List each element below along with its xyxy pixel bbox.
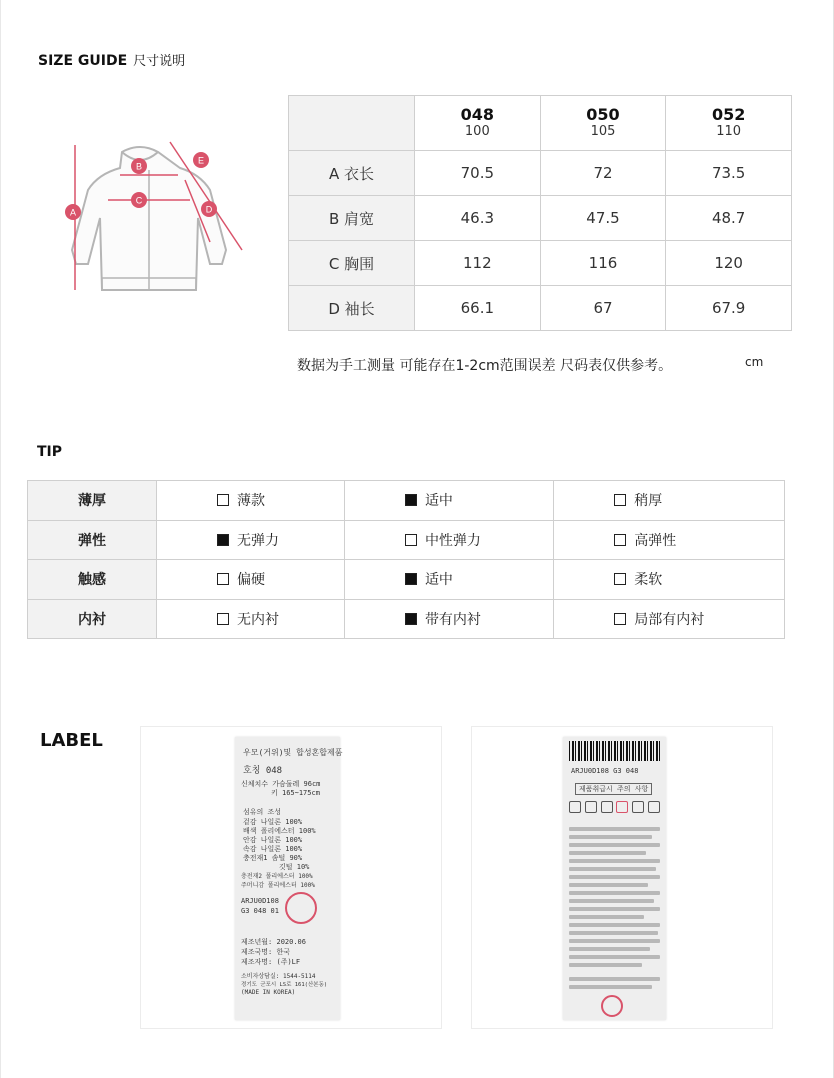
checkbox-empty-icon [405, 534, 417, 546]
size-row-shoulder [289, 196, 792, 241]
dry-clean-icon [616, 801, 628, 813]
checkbox-empty-icon [217, 613, 229, 625]
checkbox-empty-icon [614, 613, 626, 625]
care-label-photo-1 [140, 726, 442, 1029]
certification-stamp-icon [285, 892, 317, 924]
size-row-label: C 胸围 [289, 241, 415, 286]
size-cell: 67 [540, 286, 666, 331]
checkbox-empty-icon [614, 494, 626, 506]
tip-option: 偏硬 [157, 560, 345, 600]
checkbox-empty-icon [217, 494, 229, 506]
svg-text:A: A [69, 207, 77, 218]
tag-style-code: ARJU0D108 G3 048 [571, 767, 639, 775]
tip-row-elasticity [28, 520, 785, 560]
tip-table [27, 480, 785, 639]
size-col-052: 052 110 [666, 96, 792, 151]
tip-option: 适中 [344, 481, 553, 521]
tip-option: 高弹性 [554, 520, 785, 560]
tip-option: 稍厚 [554, 481, 785, 521]
tip-option: 中性弹力 [344, 520, 553, 560]
checkbox-empty-icon [614, 573, 626, 585]
unit-label: cm [745, 355, 764, 369]
size-cell: 116 [540, 241, 666, 286]
certification-stamp-icon [601, 995, 623, 1017]
care-symbols [569, 801, 660, 817]
size-cell: 47.5 [540, 196, 666, 241]
wash-icon [569, 801, 581, 813]
size-cell: 120 [666, 241, 792, 286]
tip-option: 适中 [344, 560, 553, 600]
measurement-note: 数据为手工测量 可能存在1-2cm范围误差 尺码表仅供参考。 [297, 358, 673, 374]
size-row-chest [289, 241, 792, 286]
tip-option: 局部有内衬 [554, 599, 785, 639]
size-cell: 46.3 [415, 196, 541, 241]
size-cell: 67.9 [666, 286, 792, 331]
care-tag: 우모(거위)및 합성혼합제품 호칭 048 신체치수 가슴둘레 96cm 키 165~175cm 섬유의 조성 겉감 나일론 100% 배색 폴리에스터 100% 안감 나일론 100% 속감 나일론 100% 충전재1 솜털 90% 깃털 10% 충전재2 폴리에스터 100% 주머니감 폴리에스터 100% ARJU0D108 G3 048 01 제조년월: 2020.06 제조국명: 한국 제조자명: (주)LF 소비자상담실: 1544-5114 경기도 군포시 LS로 161(산본동) (MADE IN KOREA) [235, 737, 340, 1020]
svg-text:C: C [135, 195, 143, 206]
size-header-row [289, 96, 792, 151]
marker-e [193, 152, 209, 168]
tip-option: 柔软 [554, 560, 785, 600]
tip-row-thickness [28, 481, 785, 521]
size-table [288, 95, 792, 331]
size-guide-title: SIZE GUIDE 尺寸说明 [38, 53, 186, 69]
tip-option: 无内衬 [157, 599, 345, 639]
checkbox-filled-icon [405, 494, 417, 506]
tip-option: 薄款 [157, 481, 345, 521]
care-tag [563, 737, 666, 1020]
tag-header: 우모(거위)및 합성혼합제품 [243, 748, 343, 757]
size-col-048: 048 100 [415, 96, 541, 151]
size-row-label: A 衣长 [289, 151, 415, 196]
svg-text:E: E [197, 155, 205, 166]
size-table-corner [289, 96, 415, 151]
checkbox-filled-icon [405, 573, 417, 585]
checkbox-filled-icon [405, 613, 417, 625]
svg-text:B: B [135, 161, 143, 172]
size-cell: 66.1 [415, 286, 541, 331]
size-cell: 112 [415, 241, 541, 286]
iron-icon [601, 801, 613, 813]
size-row-label: B 肩宽 [289, 196, 415, 241]
checkbox-filled-icon [217, 534, 229, 546]
label-title: LABEL [40, 730, 103, 751]
marker-b [131, 158, 147, 174]
marker-a [65, 204, 81, 220]
marker-d [201, 201, 217, 217]
bleach-icon [585, 801, 597, 813]
tip-option: 带有内衬 [344, 599, 553, 639]
tip-row-label: 弹性 [28, 520, 157, 560]
svg-text:D: D [205, 204, 213, 215]
tag-care-header: 제품취급시 주의 사항 [575, 783, 652, 795]
tag-size: 호칭 048 [243, 766, 283, 776]
marker-c [131, 192, 147, 208]
jacket-diagram [50, 140, 250, 300]
barcode-icon [569, 741, 660, 761]
checkbox-empty-icon [614, 534, 626, 546]
care-label-photo-2 [471, 726, 773, 1029]
tip-row-touch [28, 560, 785, 600]
size-col-050: 050 105 [540, 96, 666, 151]
size-row-label: D 袖长 [289, 286, 415, 331]
size-row-sleeve [289, 286, 792, 331]
size-cell: 48.7 [666, 196, 792, 241]
size-cell: 70.5 [415, 151, 541, 196]
size-cell: 73.5 [666, 151, 792, 196]
tip-row-label: 触感 [28, 560, 157, 600]
tip-row-label: 薄厚 [28, 481, 157, 521]
size-cell: 72 [540, 151, 666, 196]
line-dry-icon [648, 801, 660, 813]
tumble-dry-icon [632, 801, 644, 813]
size-row-length [289, 151, 792, 196]
tip-row-lining [28, 599, 785, 639]
tip-option: 无弹力 [157, 520, 345, 560]
checkbox-empty-icon [217, 573, 229, 585]
tip-row-label: 内衬 [28, 599, 157, 639]
tip-title: TIP [37, 444, 63, 460]
